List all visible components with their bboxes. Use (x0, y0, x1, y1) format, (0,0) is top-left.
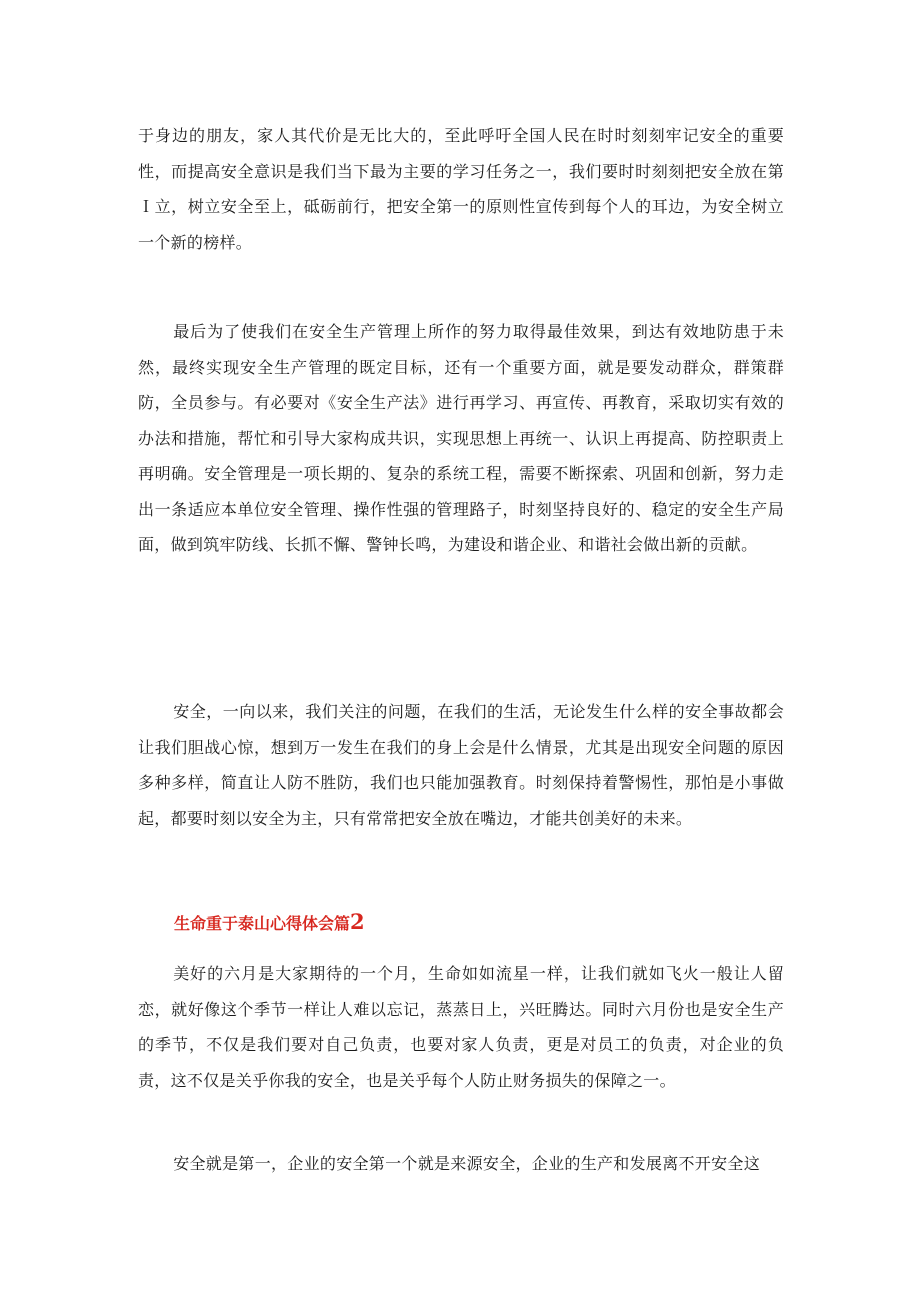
section-heading-text: 生命重于泰山心得体会篇 (174, 914, 351, 933)
paragraph-safety-first (138, 1146, 784, 1182)
paragraph-text: 安全就是第一，企业的安全第一个就是来源安全，企业的生产和发展离不开安全这 (173, 1154, 760, 1173)
paragraph-continuation (138, 118, 784, 260)
section-heading-number: 2 (350, 909, 365, 934)
paragraph-text: 美好的六月是大家期待的一个月，生命如如流星一样，让我们就如飞火一般让人留恋，就好像这个季节一样让人难以忘记，蒸蒸日上，兴旺腾达。同时六月份也是安全生产的季节，不仅是我们要对自己负责，也要对家人负责，更是对员工的负责，对企业的负责，这不仅是关乎你我的安全，也是关乎每个人防止财务损失的保障之一。 (138, 964, 784, 1090)
section-heading (174, 906, 365, 940)
paragraph-safety-awareness (138, 694, 784, 836)
paragraph-text: 于身边的朋友，家人其代价是无比大的，至此呼吁全国人民在时时刻刻牢记安全的重要性，而提高安全意识是我们当下最为主要的学习任务之一，我们要时时刻刻把安全放在第Ｉ立，树立安全至上，砥砺前行，把安全第一的原则性宣传到每个人的耳边，为安全树立一个新的榜样。 (138, 126, 784, 252)
paragraph-text: 最后为了使我们在安全生产管理上所作的努力取得最佳效果，到达有效地防患于未然，最终实现安全生产管理的既定目标，还有一个重要方面，就是要发动群众，群策群防，全员参与。有必要对《安全生产法》进行再学习、再宣传、再教育，采取切实有效的办法和措施，帮忙和引导大家构成共识，实现思想上再统一、认识上再提高、防控职责上再明确。安全管理是一项长期的、复杂的系统工程，需要不断探索、巩固和创新，努力走出一条适应本单位安全管理、操作性强的管理路子，时刻坚持良好的、稳定的安全生产局面，做到筑牢防线、长抓不懈、警钟长鸣，为建设和谐企业、和谐社会做出新的贡献。 (138, 322, 784, 554)
paragraph-june (138, 956, 784, 1098)
paragraph-text: 安全，一向以来，我们关注的问题，在我们的生活，无论发生什么样的安全事故都会让我们胆战心惊，想到万一发生在我们的身上会是什么情景，尤其是出现安全问题的原因多种多样，简直让人防不胜防，我们也只能加强教育。时刻保持着警惕性，那怕是小事做起，都要时刻以安全为主，只有常常把安全放在嘴边，才能共创美好的未来。 (138, 702, 784, 828)
paragraph-safety-management (138, 314, 784, 563)
